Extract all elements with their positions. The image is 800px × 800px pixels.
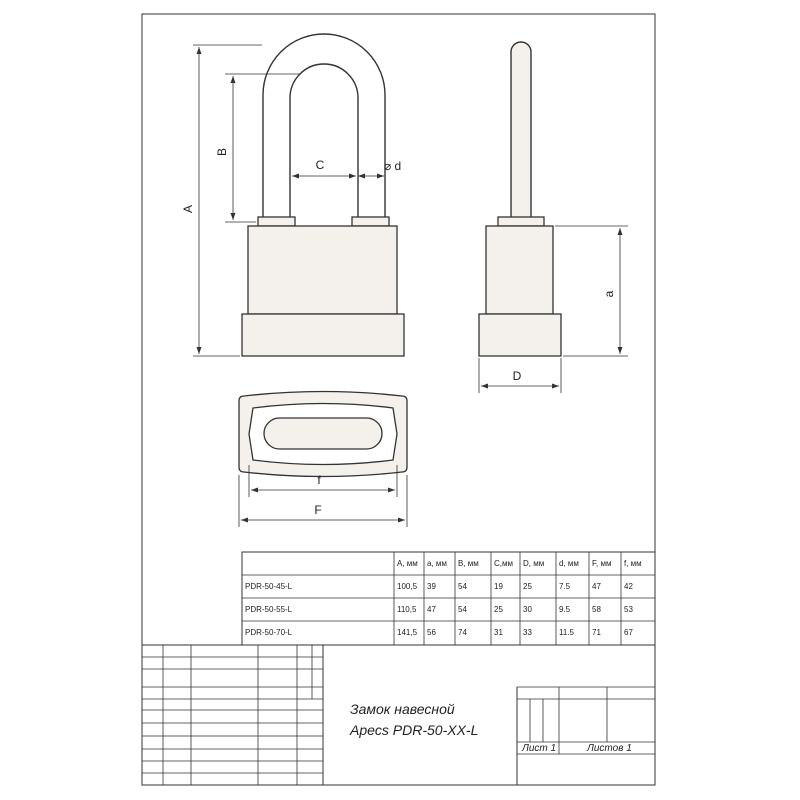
sheet-number-label: Лист 1 (522, 743, 557, 754)
dim-label-A: A (181, 204, 195, 214)
table-cell: 58 (592, 605, 601, 614)
table-cell: 25 (523, 582, 532, 591)
table-header-d: d, мм (559, 559, 579, 568)
lock-base-front (242, 314, 404, 356)
drawing-title-line1: Замок навесной (350, 701, 455, 717)
table-cell: 42 (624, 582, 633, 591)
table-cell: 47 (427, 605, 436, 614)
front-view (242, 34, 404, 356)
table-header-D: D, мм (523, 559, 545, 568)
shackle-side (511, 42, 531, 221)
dim-label-a: a (602, 290, 616, 298)
shackle-outer (263, 34, 385, 221)
table-cell: 47 (592, 582, 601, 591)
table-cell: 39 (427, 582, 436, 591)
table-cell: 9.5 (559, 605, 571, 614)
dim-label-F: F (314, 503, 322, 517)
table-cell: 25 (494, 605, 503, 614)
table-cell: PDR-50-45-L (245, 582, 293, 591)
side-view (479, 42, 561, 356)
table-cell: 67 (624, 628, 633, 637)
bottom-view (239, 392, 407, 477)
lock-body-front (248, 226, 397, 314)
table-cell: 74 (458, 628, 467, 637)
table-cell: 30 (523, 605, 532, 614)
table-cell: 33 (523, 628, 532, 637)
table-header-A: A, мм (397, 559, 418, 568)
shackle-inner (290, 64, 358, 221)
table-cell: 100,5 (397, 582, 418, 591)
dim-label-D: D (512, 369, 522, 383)
table-header-f: f, мм (624, 559, 642, 568)
drawing-title-line2: Apecs PDR-50-XX-L (350, 722, 479, 738)
table-header-C: C,мм (494, 559, 513, 568)
lock-base-side (479, 314, 561, 356)
shackle-collar-side (498, 217, 544, 226)
table-cell: 19 (494, 582, 503, 591)
spec-table (242, 552, 655, 645)
shackle-collar-left (258, 217, 295, 226)
dim-label-d: ⌀ d (384, 159, 402, 173)
table-cell: 56 (427, 628, 436, 637)
table-cell: 54 (458, 605, 467, 614)
table-header-a: a, мм (427, 559, 447, 568)
table-cell: PDR-50-70-L (245, 628, 293, 637)
dim-label-f: f (317, 473, 321, 487)
table-cell: 7.5 (559, 582, 571, 591)
table-cell: 11.5 (559, 628, 574, 637)
dim-label-C: C (315, 158, 325, 172)
table-cell: 141,5 (397, 628, 418, 637)
table-cell: 53 (624, 605, 633, 614)
shackle-collar-right (352, 217, 389, 226)
table-cell: 31 (494, 628, 503, 637)
dim-label-B: B (215, 147, 229, 157)
lock-body-side (486, 226, 553, 314)
table-header-F: F, мм (592, 559, 612, 568)
sheets-total-label: Листов 1 (587, 743, 632, 754)
title-block (142, 645, 655, 785)
table-cell: PDR-50-55-L (245, 605, 293, 614)
table-cell: 71 (592, 628, 601, 637)
table-header-B: B, мм (458, 559, 479, 568)
table-cell: 110,5 (397, 605, 417, 614)
table-cell: 54 (458, 582, 467, 591)
keyhole-slot (264, 418, 382, 449)
